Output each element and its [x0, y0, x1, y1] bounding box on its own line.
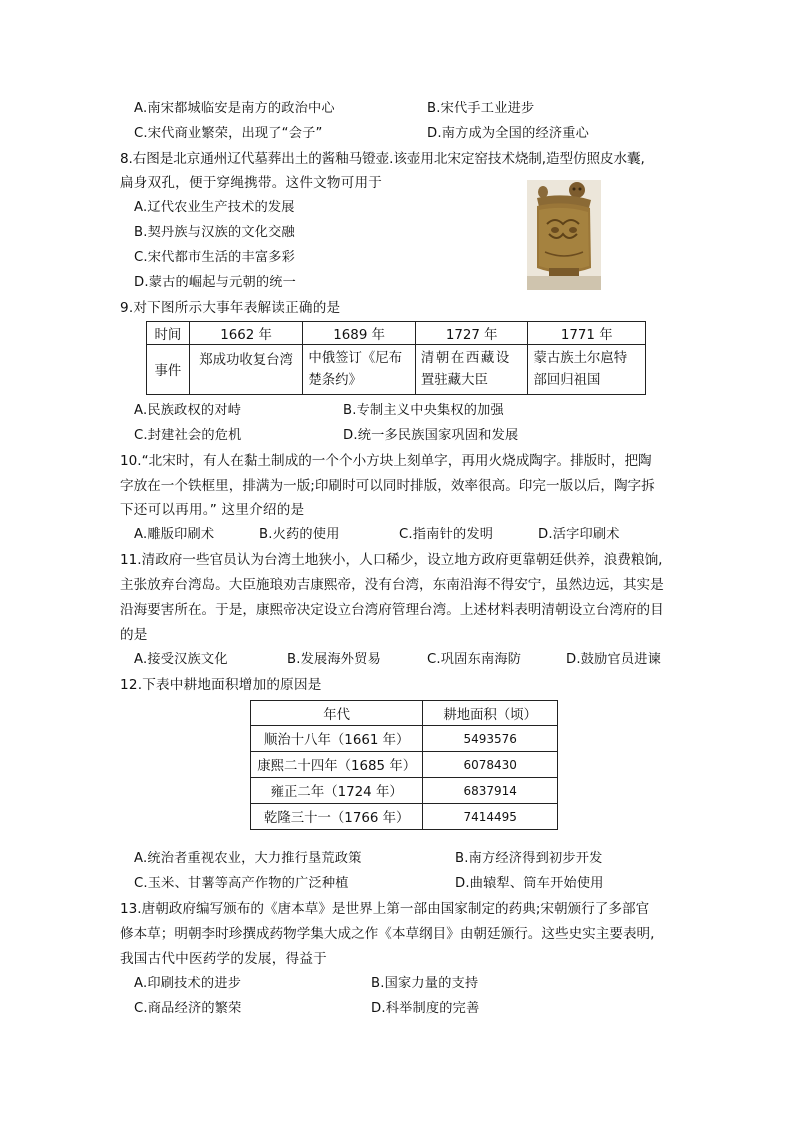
q11-option-b: B.发展海外贸易	[287, 652, 381, 667]
q9-year-2: 1689 年	[303, 322, 416, 345]
artifact-photo	[527, 180, 601, 290]
q12-row3-area: 6837914	[423, 778, 558, 804]
q13-option-b: B.国家力量的支持	[371, 976, 479, 991]
q7-option-b: B.宋代手工业进步	[427, 101, 535, 116]
q9-event-4	[528, 345, 646, 395]
q8-option-c: C.宋代都市生活的丰富多彩	[134, 250, 296, 265]
q12-header-era: 年代	[251, 701, 423, 726]
q9-year-4: 1771 年	[528, 322, 646, 345]
q13-stem-line2: 修本草；明朝李时珍撰成药物学集大成之作《本草纲目》由朝廷颁行。这些史实主要表明,	[120, 926, 655, 942]
q8-stem-line2: 扁身双孔，便于穿绳携带。这件文物可用于	[120, 175, 383, 191]
q10-option-c: C.指南针的发明	[399, 527, 494, 542]
q10-option-a: A.雕版印刷术	[134, 527, 215, 542]
q10-option-d: D.活字印刷术	[538, 527, 620, 542]
q9-option-b: B.专制主义中央集权的加强	[343, 403, 504, 418]
q9-event-header: 事件	[147, 345, 190, 395]
q9-event-3-line2: 置驻藏大臣	[420, 372, 488, 388]
q8-stem-line1: 8.右图是北京通州辽代墓葬出土的酱釉马镫壶.该壶用北宋定窑技术烧制,造型仿照皮水囊,	[120, 151, 645, 167]
q7-option-c: C.宋代商业繁荣，出现了“会子”	[134, 126, 323, 141]
q9-stem: 9.对下图所示大事年表解读正确的是	[120, 300, 341, 316]
q9-option-d: D.统一多民族国家巩固和发展	[343, 428, 519, 443]
q12-row1-area: 5493576	[423, 726, 558, 752]
q11-option-c: C.巩固东南海防	[427, 652, 522, 667]
q9-event-2-line1: 中俄签订《尼布	[308, 350, 403, 366]
q9-event-3	[415, 345, 528, 395]
q9-timeline-table	[146, 321, 646, 395]
q10-option-b: B.火药的使用	[259, 527, 340, 542]
q12-option-b: B.南方经济得到初步开发	[455, 851, 603, 866]
q12-row1-era: 顺治十八年（1661 年）	[251, 726, 423, 752]
q11-option-d: D.鼓励官员进谏	[566, 652, 662, 667]
q12-option-a: A.统治者重视农业，大力推行垦荒政策	[134, 851, 362, 866]
q10-stem-line2: 字放在一个铁框里，排满为一版;印刷时可以同时排版，效率很高。印完一版以后，陶字拆	[120, 478, 655, 494]
q12-farmland-table	[250, 700, 558, 830]
q11-stem-line4: 的是	[120, 627, 148, 643]
q9-time-header: 时间	[147, 322, 190, 345]
q11-stem-line3: 沿海要害所在。于是，康熙帝决定设立台湾府管理台湾。上述材料表明清朝设立台湾府的目	[120, 602, 664, 618]
q9-event-2	[303, 345, 416, 395]
q12-header-area: 耕地面积（顷）	[423, 701, 558, 726]
q12-option-d: D.曲辕犁、筒车开始使用	[455, 876, 604, 891]
q9-event-4-line1: 蒙古族土尔扈特	[533, 350, 628, 366]
q8-option-b: B.契丹族与汉族的文化交融	[134, 225, 295, 240]
pot-image-icon	[527, 180, 601, 290]
q13-stem-line1: 13.唐朝政府编写颁布的《唐本草》是世界上第一部由国家制定的药典;宋朝颁行了多部官	[120, 901, 650, 917]
q12-row2-era: 康熙二十四年（1685 年）	[251, 752, 423, 778]
q9-event-3-line1: 清朝在西藏设	[420, 350, 511, 366]
q9-year-1: 1662 年	[189, 322, 303, 345]
q11-stem-line2: 主张放弃台湾岛。大臣施琅劝吉康熙帝，没有台湾，东南沿海不得安宁，虽然边远，其实是	[120, 577, 664, 593]
q9-event-4-line2: 部回归祖国	[533, 372, 601, 388]
q9-year-3: 1727 年	[415, 322, 528, 345]
q12-row2-area: 6078430	[423, 752, 558, 778]
q12-stem: 12.下表中耕地面积增加的原因是	[120, 677, 322, 693]
q8-option-d: D.蒙古的崛起与元朝的统一	[134, 275, 297, 290]
q9-event-1	[189, 345, 303, 395]
q10-stem-line1: 10.“北宋时，有人在黏土制成的一个个小方块上刻单字，再用火烧成陶字。排版时，把陶	[120, 453, 652, 469]
q13-option-a: A.印刷技术的进步	[134, 976, 242, 991]
q13-option-d: D.科举制度的完善	[371, 1001, 480, 1016]
q13-stem-line3: 我国古代中医药学的发展，得益于	[120, 951, 327, 967]
q9-option-c: C.封建社会的危机	[134, 428, 242, 443]
q9-option-a: A.民族政权的对峙	[134, 403, 242, 418]
q9-event-1-line1: 郑成功收复台湾	[199, 353, 293, 368]
q12-row4-area: 7414495	[423, 804, 558, 830]
q10-stem-line3: 下还可以再用。” 这里介绍的是	[120, 502, 305, 518]
q12-option-c: C.玉米、甘薯等高产作物的广泛种植	[134, 876, 349, 891]
q9-event-2-line2: 楚条约》	[308, 372, 362, 388]
q12-row4-era: 乾隆三十一（1766 年）	[251, 804, 423, 830]
q8-option-a: A.辽代农业生产技术的发展	[134, 200, 295, 215]
q11-option-a: A.接受汉族文化	[134, 652, 228, 667]
q12-row3-era: 雍正二年（1724 年）	[251, 778, 423, 804]
q7-option-d: D.南方成为全国的经济重心	[427, 126, 590, 141]
q11-stem-line1: 11.清政府一些官员认为台湾土地狭小，人口稀少，设立地方政府更靠朝廷供养，浪费粮饷,	[120, 552, 663, 568]
q7-option-a: A.南宋都城临安是南方的政治中心	[134, 101, 335, 116]
q13-option-c: C.商品经济的繁荣	[134, 1001, 242, 1016]
